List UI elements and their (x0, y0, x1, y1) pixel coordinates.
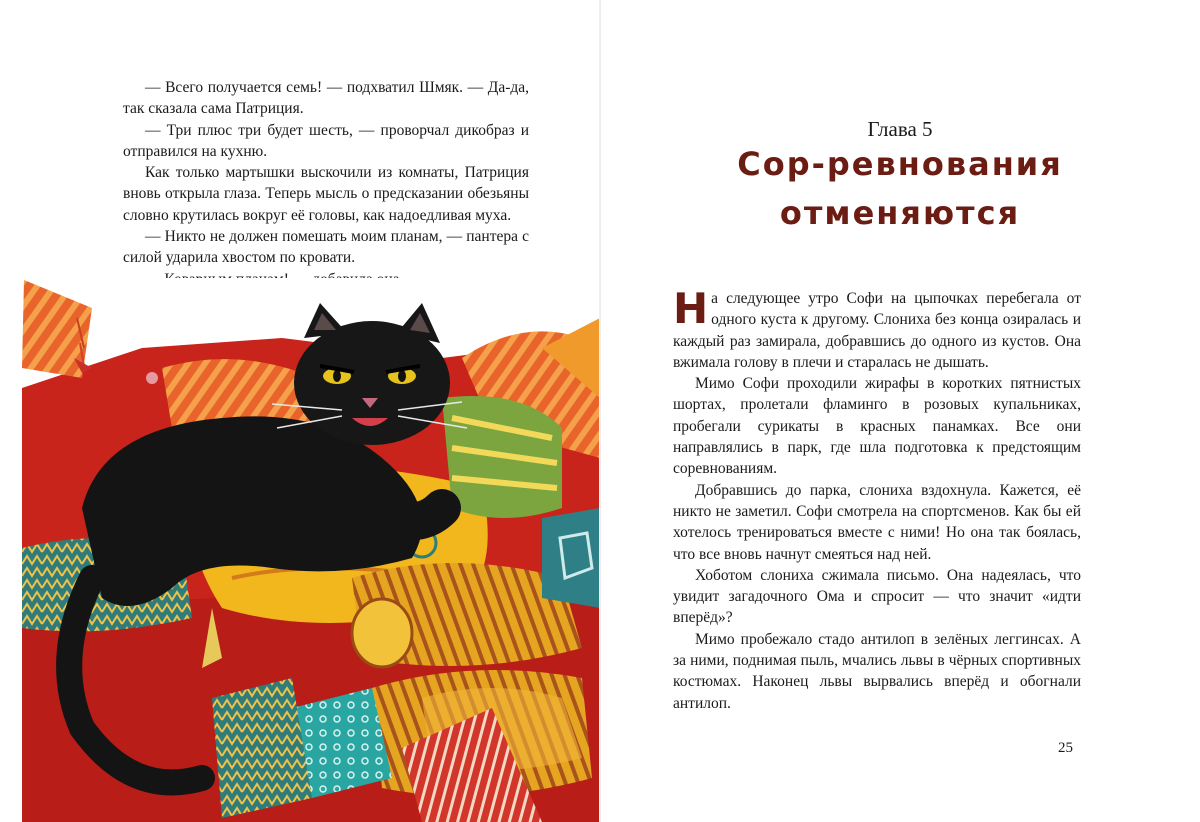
paragraph: — Три плюс три будет шесть, — проворчал дикобраз и отправился на кухню. (123, 121, 529, 160)
panther-on-pillows-illustration (22, 278, 600, 822)
paragraph: Хоботом слониха сжимала письмо. Она надеялась, что увидит загадочного Ома и спросит — что значит «идти вперёд»? (673, 566, 1081, 627)
paragraph: Как только мартышки выскочили из комнаты, Патриция вновь открыла глаза. Теперь мысль о предсказании обезьяны словно крутилась вокруг её головы, как надоедливая муха. (123, 164, 529, 224)
paragraph: — Всего получается семь! — подхватил Шмяк. — Да-да, так сказала сама Патриция. (123, 79, 529, 118)
first-paragraph-text: а следующее утро Софи на цыпочках перебегала от одного куста к другому. Слониха без конца озиралась и каждый раз замирала, добравшись до одного из кустов. Она вжимала голову в плечи и старалась не дышать. (673, 290, 1081, 371)
chapter-label: Глава 5 (867, 117, 933, 141)
paragraph: Мимо пробежало стадо антилоп в зелёных леггинсах. А за ними, поднимая пыль, мчались львы в чёрных спортивных костюмах. Наконец львы вырвались вперёд и обогнали антилоп. (673, 630, 1081, 712)
first-paragraph (673, 284, 1081, 373)
paragraph: — Никто не должен помешать моим планам, — пантера с силой ударила хвостом по кровати. (123, 228, 529, 267)
chapter-title-line: Сор-ревнования (737, 145, 1063, 183)
illustration-art (22, 278, 600, 822)
right-page-text (673, 284, 1081, 714)
page-number: 25 (1058, 740, 1073, 756)
paragraph: Добравшись до парка, слониха вздохнула. Кажется, её никто не заметил. Софи смотрела на спортсменов. Как бы ей хотелось тренироваться вместе с ними! Но она так боялась, что все вновь начнут смеяться над ней. (673, 481, 1081, 563)
drop-cap: Н (673, 284, 709, 333)
left-page-text (123, 77, 529, 290)
paragraph: Мимо Софи проходили жирафы в коротких пятнистых шортах, пролетали фламинго в розовых купальниках, пробегали сурикаты в красных панамках. Все они направлялись в парк, где шла подготовка к предстоящим соревнованиям. (673, 375, 1081, 478)
chapter-title (600, 140, 1200, 238)
chapter-title-line: отменяются (779, 194, 1021, 232)
